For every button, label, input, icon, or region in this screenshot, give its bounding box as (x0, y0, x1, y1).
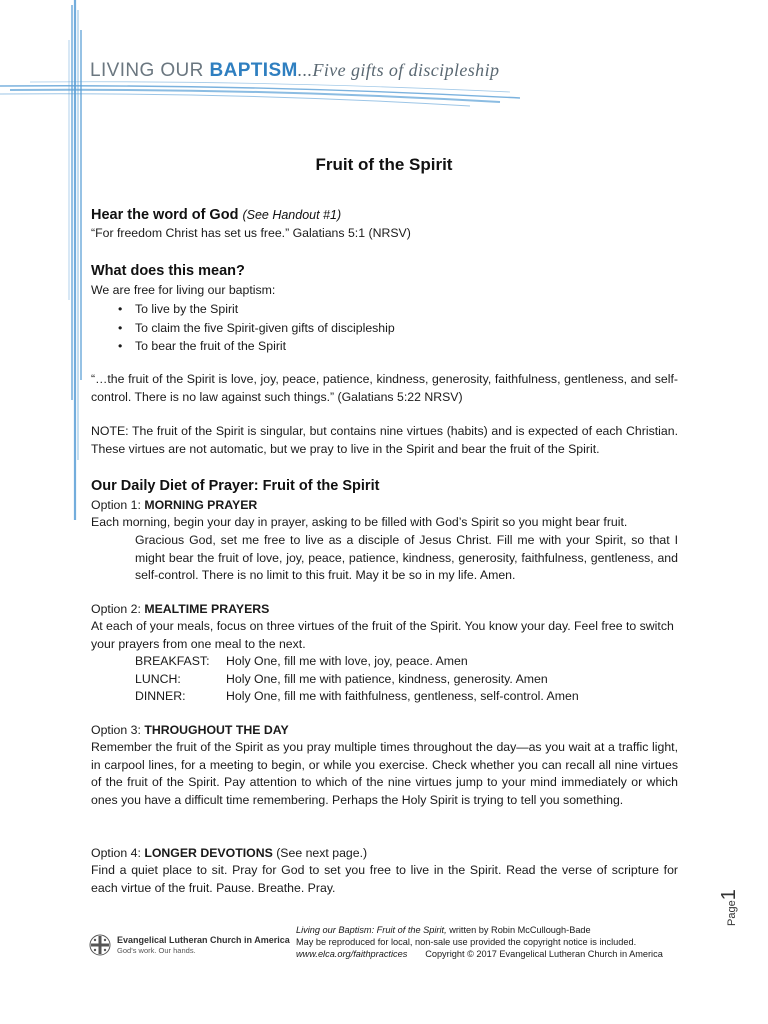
elca-logo (89, 934, 290, 956)
meal-label: DINNER: (135, 689, 186, 703)
option2-title (91, 601, 678, 619)
note-paragraph: NOTE: The fruit of the Spirit is singular, but contains nine virtues (habits) and is expected of each Christian. These virtues are not automatic, but we pray to live in the Spirit and bear the fruit of the Spirit. (91, 424, 678, 456)
option-label: MEALTIME PRAYERS (144, 602, 270, 616)
option4-title (91, 845, 678, 863)
footer-reproduction-note: May be reproduced for local, non-sale use provided the copyright notice is included. (296, 937, 637, 947)
brand-tagline: ...Five gifts of discipleship (297, 60, 500, 80)
list-item: • To claim the five Spirit-given gifts of discipleship (118, 319, 395, 338)
elca-cross-icon (89, 934, 111, 956)
footer-title: Living our Baptism: Fruit of the Spirit, (296, 925, 447, 935)
option-label: MORNING PRAYER (144, 498, 258, 512)
footer-url[interactable]: www.elca.org/faithpractices (296, 949, 408, 959)
intro-text: We are free for living our baptism: (91, 283, 276, 297)
option4-text: Find a quiet place to sit. Pray for God to set you free to live in the Spirit. Read the verse of scripture for each virtue of the fruit. Pause. Breathe. Pray. (91, 863, 678, 895)
morning-prayer-text: Gracious God, set me free to live as a disciple of Jesus Christ. Fill me with your Spirit, so that I might bear the fruit of love, joy, peace, patience, kindness, generosity, faithfulness, gentleness, and self-control. There is no limit to this fruit. May it be so in my life. Amen. (135, 533, 678, 582)
footer-credits (296, 924, 663, 960)
scripture-quote-galatians-5-1: “For freedom Christ has set us free.” Galatians 5:1 (NRSV) (91, 226, 411, 240)
option-label: LONGER DEVOTIONS (144, 846, 273, 860)
meal-row-lunch (135, 671, 579, 689)
meal-prayer: Holy One, fill me with love, joy, peace. Amen (226, 654, 468, 668)
logo-name: Evangelical Lutheran Church in America (117, 935, 290, 945)
handout-note: (See Handout #1) (242, 208, 342, 222)
option-prefix: Option 4: (91, 846, 145, 860)
list-item: • To bear the fruit of the Spirit (118, 337, 395, 356)
option3-text: Remember the fruit of the Spirit as you pray multiple times throughout the day—as you wait at a traffic light, in carpool lines, for a meeting to begin, or while you exercise. Check whether you can recall all nine virtues of the fruit of the Spirit. Pay attention to which of the nine virtues jump to your mind immediately or which ones you have a difficult time remembering. Perhaps the Holy Spirit is trying to tell you something. (91, 740, 678, 807)
brand-header (90, 60, 499, 82)
meal-prayer: Holy One, fill me with faithfulness, gentleness, self-control. Amen (226, 689, 579, 703)
footer-author: written by Robin McCullough-Bade (446, 925, 591, 935)
brand-text-part1: LIVING OUR (90, 60, 210, 81)
meal-label: LUNCH: (135, 671, 181, 686)
section-heading-daily-diet: Our Daily Diet of Prayer: Fruit of the Spirit (91, 478, 380, 494)
mealtime-prayer-list (135, 653, 579, 706)
brand-text-part2: BAPTISM (209, 60, 298, 81)
meal-label: BREAKFAST: (135, 654, 210, 668)
meal-row-dinner (135, 688, 579, 706)
page-number (712, 889, 742, 930)
list-item: • To live by the Spirit (118, 300, 395, 319)
page-label: Page (726, 900, 738, 926)
page-title: Fruit of the Spirit (315, 155, 453, 174)
option3-title (91, 722, 678, 740)
page-number-value: 1 (718, 889, 740, 901)
bullet-list (118, 300, 395, 356)
heading-text: Hear the word of God (91, 207, 239, 223)
option1-text: Each morning, begin your day in prayer, asking to be filled with God’s Spirit so you might bear fruit. (91, 515, 628, 529)
option-prefix: Option 3: (91, 723, 145, 737)
scripture-quote-galatians-5-22: “…the fruit of the Spirit is love, joy, peace, patience, kindness, generosity, faithfulness, gentleness, and self-control. There is no law against such things.” (Galatians 5:22 NRSV) (91, 372, 678, 404)
section-heading-what-does-this-mean: What does this mean? (91, 263, 245, 279)
option-prefix: Option 2: (91, 602, 145, 616)
option1-title (91, 497, 678, 515)
option-prefix: Option 1: (91, 498, 145, 512)
meal-row-breakfast (135, 653, 579, 671)
logo-tagline: God’s work. Our hands. (117, 946, 196, 955)
option-label: THROUGHOUT THE DAY (144, 723, 289, 737)
meal-prayer: Holy One, fill me with patience, kindness, generosity. Amen (226, 671, 548, 686)
footer-copyright: Copyright © 2017 Evangelical Lutheran Church in America (407, 949, 663, 959)
section-heading-word-of-god (91, 207, 341, 223)
option2-text: At each of your meals, focus on three virtues of the fruit of the Spirit. You know your day. Feel free to switch your prayers from one meal to the next. (91, 619, 674, 651)
option-suffix: (See next page.) (272, 846, 368, 860)
